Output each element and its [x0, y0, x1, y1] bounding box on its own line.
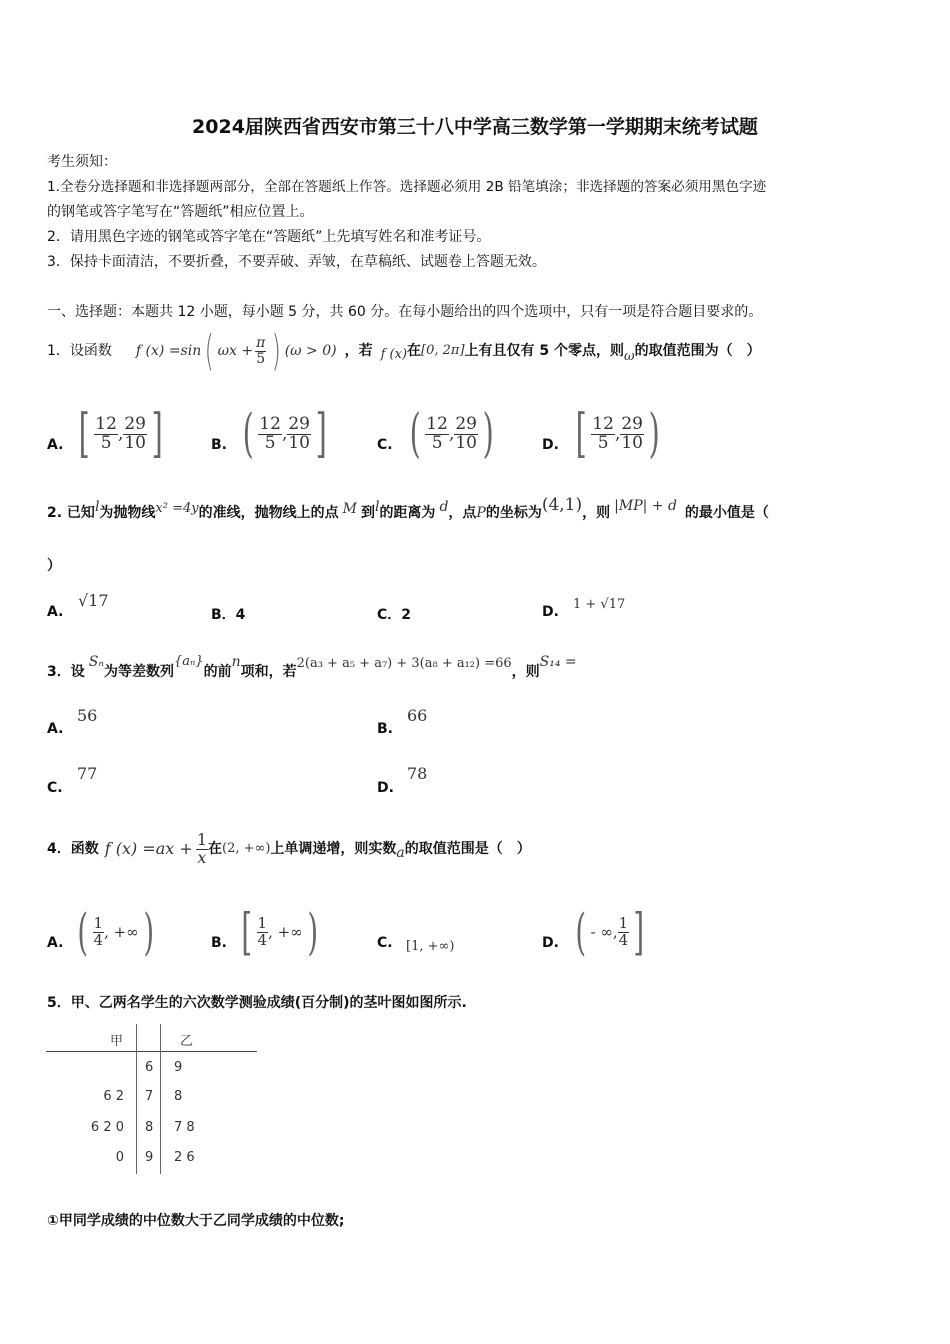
q4-text-4: 的取值范围是（ ） — [404, 841, 531, 857]
q3-text-4: 项和，若 — [240, 664, 297, 680]
q3-text-2: 为等差数列 — [104, 664, 175, 680]
q1-interval: [0, 2π] — [421, 343, 465, 358]
row-1-right: 9 — [174, 1060, 183, 1075]
q4-option-a-label: A. — [47, 935, 64, 951]
q1-option-a-label: A. — [47, 437, 64, 453]
row-4-right: 2 6 — [174, 1150, 195, 1165]
q4-option-d-label: D. — [542, 935, 559, 951]
page-title: 2024届陕西省西安市第三十八中学高三数学第一学期期末统考试题 — [192, 116, 758, 138]
q3-text-5: ，则 — [511, 664, 540, 680]
q3-option-d[interactable]: 78 — [407, 764, 428, 783]
q1-text-1: ，若 — [344, 343, 373, 359]
q2-text-1: 2. 已知 — [47, 505, 95, 521]
q4-x: x — [197, 847, 207, 867]
q3-S14: S₁₄ = — [539, 654, 577, 670]
question-3 — [47, 648, 577, 688]
q1-five: 5 — [256, 350, 266, 367]
row-3-stem: 8 — [145, 1120, 154, 1135]
section-heading: 一、选择题：本题共 12 小题，每小题 5 分，共 60 分。在每小题给出的四个选项中，只有一项是符合题目要求的。 — [47, 304, 763, 320]
q1-option-d[interactable]: [ $\frac{12}{5}$ , $\frac{29}{10}$ ) — [575, 404, 660, 464]
q3-text-1: 3．设 — [47, 664, 85, 680]
q3-option-c[interactable]: 77 — [77, 764, 98, 783]
q1-text-4: 的取值范围为（ ） — [634, 343, 761, 359]
q4-interval: (2, +∞) — [222, 841, 271, 856]
q3-option-c-label: C. — [47, 780, 63, 796]
question-2 — [47, 496, 769, 530]
q2-close-paren: ） — [47, 558, 61, 574]
q2-text-5: 的距离为 — [379, 505, 436, 521]
row-4-stem: 9 — [145, 1150, 154, 1165]
q2-option-b[interactable]: B．4 — [211, 607, 246, 623]
q3-option-b[interactable]: 66 — [407, 706, 428, 725]
notice-item-1: 1.全卷分选择题和非选择题两部分，全部在答题纸上作答。选择题必须用 2B 铅笔填涂；非选择题的答案必须用黑色字迹 — [47, 179, 767, 195]
q2-text-3: 的准线，抛物线上的点 — [198, 505, 339, 521]
question-4 — [47, 826, 531, 872]
q2-text-9: 的最小值是（ — [684, 505, 769, 521]
q1-number: 1．设函数 — [47, 343, 112, 359]
row-2-right: 8 — [174, 1089, 183, 1104]
notice-item-1-cont: 的钢笔或答字笔写在“答题纸”相应位置上。 — [47, 204, 314, 220]
q2-option-a[interactable]: √17 — [78, 591, 109, 610]
q1-text-3: 上有且仅有 5 个零点，则 — [464, 343, 625, 359]
q1-option-b-label: B. — [211, 437, 227, 453]
row-4-left: 0 — [115, 1150, 124, 1165]
q1-text-2: 在 — [407, 343, 422, 359]
row-1-stem: 6 — [145, 1060, 154, 1075]
q1-fx2: f (x) — [380, 347, 408, 362]
q2-d: d — [439, 499, 449, 515]
stem-leaf-plot — [46, 1024, 258, 1174]
q4-a: a — [396, 845, 405, 861]
row-3-left: 6 2 0 — [90, 1120, 124, 1135]
q1-cond: (ω > 0) — [284, 343, 337, 359]
q4-text-1: 4．函数 — [47, 841, 99, 857]
question-5: 5．甲、乙两名学生的六次数学测验成绩(百分制)的茎叶图如图所示. — [47, 995, 467, 1011]
q1-option-d-label: D. — [542, 437, 559, 453]
q3-text-3: 的前 — [203, 664, 232, 680]
q3-an: {aₙ} — [174, 654, 204, 669]
header-jia: 甲 — [110, 1034, 124, 1049]
stem-left-rule — [136, 1024, 137, 1174]
q4-text-2: 在 — [208, 841, 222, 857]
q2-M: M — [342, 501, 357, 517]
q2-l2: l — [374, 499, 380, 515]
q1-option-c-label: C. — [377, 437, 393, 453]
q2-text-4: 到 — [360, 505, 375, 521]
header-rule — [46, 1051, 257, 1052]
q2-text-2: 为抛物线 — [99, 505, 156, 521]
q3-option-a-label: A. — [47, 721, 64, 737]
q3-cond: 2(a₃ + a₅ + a₇) + 3(a₈ + a₁₂) =66 — [296, 656, 512, 671]
q5-statement-1: ①甲同学成绩的中位数大于乙同学成绩的中位数; — [47, 1213, 345, 1229]
q1-option-a[interactable]: [ $\frac{12}{5}$ , $\frac{29}{10}$ ] — [78, 404, 163, 464]
notice-item-3: 3．保持卡面清洁，不要折叠，不要弄破、弄皱，在草稿纸、试题卷上答题无效。 — [47, 254, 546, 270]
notice-heading: 考生须知： — [47, 154, 117, 170]
stem-right-rule — [160, 1024, 161, 1174]
q2-option-c[interactable]: C．2 — [377, 607, 412, 623]
q2-eq: x² =4y — [155, 501, 199, 516]
q2-option-d[interactable]: 1 + √17 — [573, 597, 626, 612]
q3-option-b-label: B. — [377, 721, 393, 737]
q1-fx: f (x) =sin — [135, 343, 202, 359]
q2-expr: |MP| + d — [614, 498, 677, 514]
q4-one: 1 — [196, 829, 207, 849]
question-1: 1．设函数 f (x) =sin ( ωx + $\frac{\pi}{5}$ ) (ω > 0) ，若 f (x) 在 [0, 2π] 上有且仅有 5 个零点，则 ω 的取值范围为（ ） — [47, 326, 761, 375]
header-yi: 乙 — [180, 1034, 194, 1049]
q2-option-d-label: D. — [542, 604, 559, 620]
notice-item-2: 2．请用黑色字迹的钢笔或答字笔在“答题纸”上先填写姓名和准考证号。 — [47, 229, 491, 245]
q2-text-6: ，点 — [448, 505, 477, 521]
q2-option-a-label: A. — [47, 604, 64, 620]
q4-text-3: 上单调递增，则实数 — [270, 841, 397, 857]
q3-Sn: Sₙ — [88, 654, 105, 670]
q3-option-a[interactable]: 56 — [77, 706, 98, 725]
q2-l: l — [94, 499, 100, 515]
q2-text-8: ，则 — [582, 505, 611, 521]
q2-coord: (4,1) — [541, 495, 583, 515]
q4-option-b-label: B. — [211, 935, 227, 951]
q1-option-b[interactable]: ( $\frac{12}{5}$ , $\frac{29}{10}$ ] — [242, 404, 327, 464]
q4-option-c-label: C. — [377, 935, 393, 951]
q2-P: P — [476, 505, 486, 521]
row-3-right: 7 8 — [174, 1120, 195, 1135]
q4-option-a[interactable]: ( $\frac{1}{4}$ , +∞ ) — [77, 903, 154, 961]
q1-pi: π — [256, 334, 266, 351]
row-2-stem: 7 — [145, 1089, 154, 1104]
q4-option-c[interactable]: [1, +∞) — [406, 939, 455, 954]
q4-option-d[interactable]: ( - ∞, $\frac{1}{4}$ ] — [575, 903, 645, 961]
q1-inner: ωx + — [217, 343, 254, 359]
q1-omega: ω — [624, 349, 635, 364]
q4-option-b[interactable]: [ $\frac{1}{4}$ , +∞ ) — [241, 903, 318, 961]
row-2-left: 6 2 — [103, 1089, 124, 1104]
q3-n: n — [231, 654, 241, 670]
q4-fx: f (x) =ax + — [104, 839, 193, 858]
q1-option-c[interactable]: ( $\frac{12}{5}$ , $\frac{29}{10}$ ) — [409, 404, 494, 464]
q3-option-d-label: D. — [377, 780, 394, 796]
q2-text-7: 的坐标为 — [485, 505, 542, 521]
